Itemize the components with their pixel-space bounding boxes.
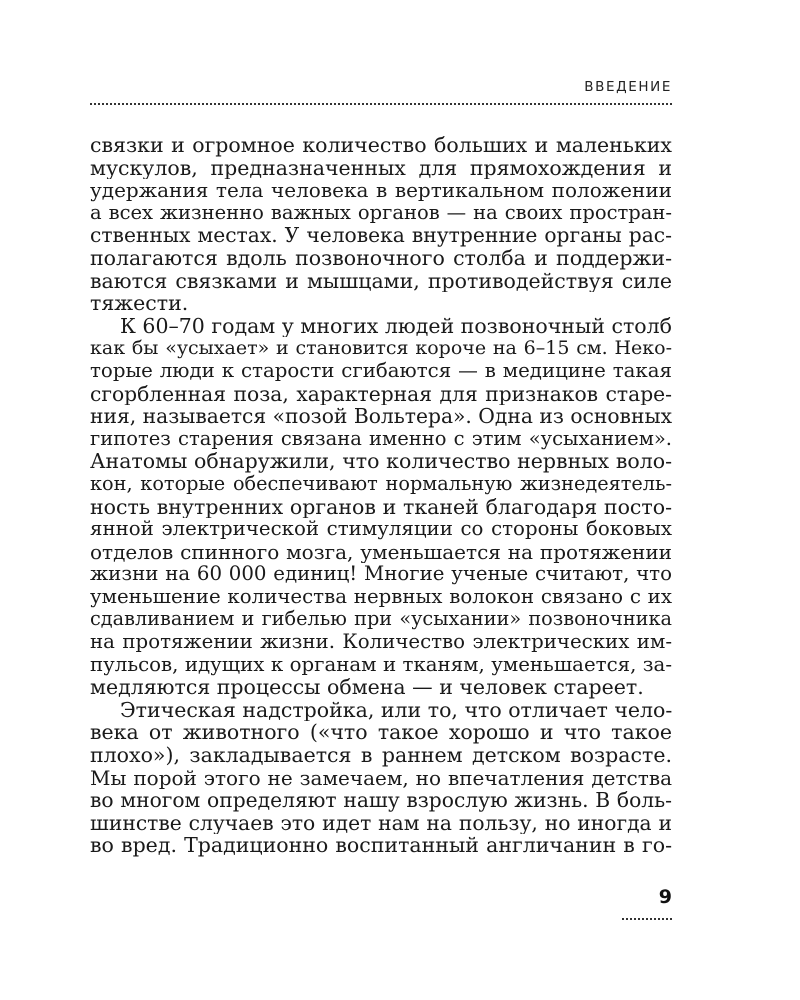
text-line: полагаются вдоль позвоночного столба и поддержи- <box>90 246 672 270</box>
text-line: удержания тела человека в вертикальном положении <box>90 179 672 202</box>
text-line: Этическая надстройка, или то, что отличает чело- <box>120 698 672 722</box>
text-line: ваются связками и мышцами, противодействуя силе <box>90 269 672 293</box>
text-line: уменьшение количества нервных волокон связано с их <box>90 585 672 608</box>
text-line: ния, называется «позой Вольтера». Одна из основных <box>90 405 672 428</box>
text-line: сгорбленная поза, характерная для признаков старе- <box>90 382 672 406</box>
page-body-text <box>90 134 672 857</box>
text-line: во вред. Традиционно воспитанный англичанин в го- <box>90 834 672 857</box>
running-head-section-title: ВВЕДЕНИЕ <box>584 79 672 95</box>
text-line: К 60–70 годам у многих людей позвоночный столб <box>120 314 672 338</box>
text-line: жизни на 60 000 единиц! Многие ученые считают, что <box>90 563 672 586</box>
text-line: кон, которые обеспечивают нормальную жизнедеятель- <box>90 472 672 495</box>
text-line: шинстве случаев это идет нам на пользу, но иногда и <box>90 811 672 835</box>
text-line: как бы «усыхает» и становится короче на 6–15 см. Неко- <box>90 337 672 360</box>
text-line: Анатомы обнаружили, что количество нервных воло- <box>90 450 672 473</box>
text-line: гипотез старения связана именно с этим «усыханием». <box>90 427 672 450</box>
text-line: мускулов, предназначенных для прямохождения и <box>90 156 672 180</box>
text-line: тяжести. <box>90 292 189 315</box>
text-line: сдавливанием и гибелью при «усыхании» позвоночника <box>90 608 672 631</box>
footer-dotted-rule <box>622 918 672 920</box>
text-line: ственных местах. У человека внутренние органы рас- <box>90 224 672 247</box>
paragraph-1 <box>90 134 672 315</box>
text-line: во многом определяют нашу взрослую жизнь. В боль- <box>90 789 672 812</box>
paragraph-2 <box>90 315 672 699</box>
text-line: торые люди к старости сгибаются — в медицине такая <box>90 359 672 382</box>
text-line: янной электрической стимуляции со стороны боковых <box>90 518 672 541</box>
header-dotted-rule <box>90 103 672 105</box>
text-line: Мы порой этого не замечаем, но впечатления детства <box>90 766 672 790</box>
text-line: ность внутренних органов и тканей благодаря посто- <box>90 495 672 519</box>
text-line: медляются процессы обмена — и человек стареет. <box>90 676 644 699</box>
text-line: пульсов, идущих к органам и тканям, уменьшается, за- <box>90 653 672 676</box>
paragraph-3 <box>90 699 672 857</box>
text-line: плохо»), закладывается в раннем детском возрасте. <box>90 744 672 767</box>
text-line: отделов спинного мозга, уменьшается на протяжении <box>90 540 672 564</box>
text-line: связки и огромное количество больших и маленьких <box>90 134 672 157</box>
text-line: на протяжении жизни. Количество электрических им- <box>90 631 672 654</box>
page-number: 9 <box>658 886 672 908</box>
text-line: а всех жизненно важных органов — на своих простран- <box>90 201 672 224</box>
text-line: века от животного («что такое хорошо и что такое <box>90 721 672 745</box>
